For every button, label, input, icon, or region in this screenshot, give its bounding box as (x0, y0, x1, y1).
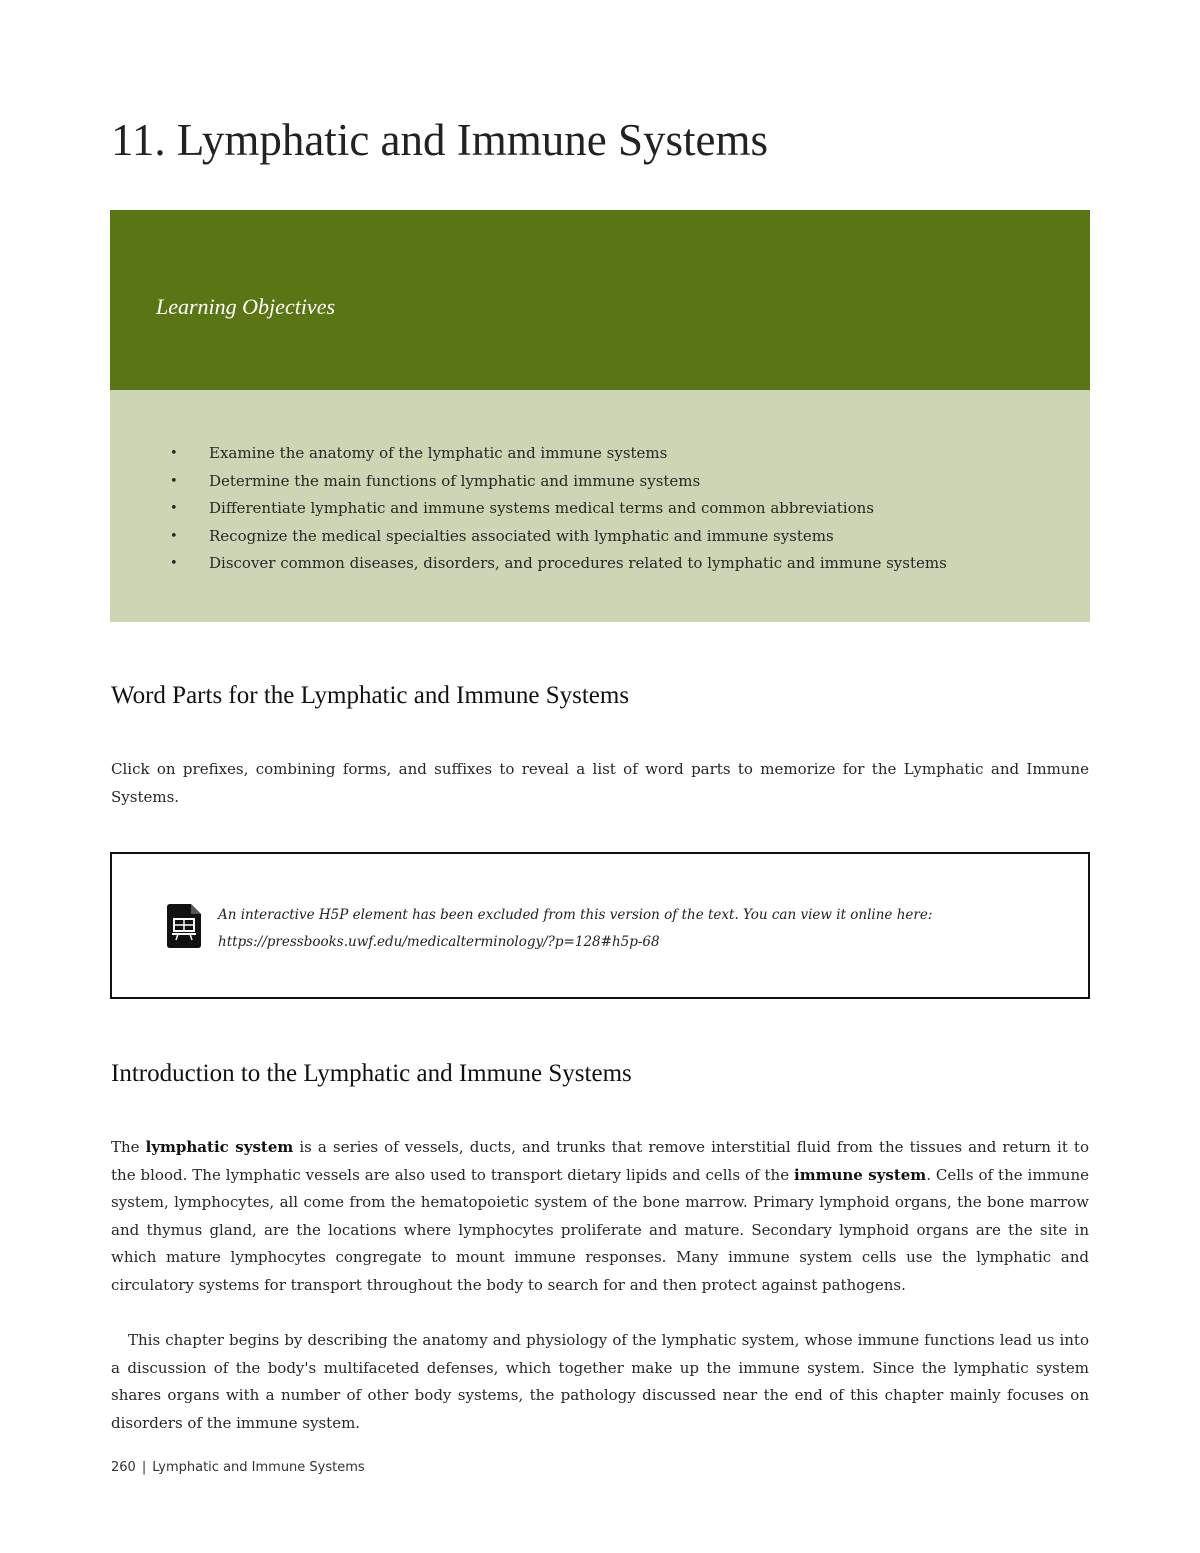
page-footer (111, 1460, 365, 1475)
term-immune-system: immune system (794, 1165, 927, 1184)
objective-item (110, 495, 947, 523)
page-number: 260 (111, 1460, 136, 1475)
h5p-excluded-notice (110, 852, 1090, 999)
learning-objectives-body (110, 390, 1090, 622)
objective-item (110, 550, 947, 578)
objective-text: Determine the main functions of lymphatic and immune systems (209, 471, 701, 490)
objective-text: Discover common diseases, disorders, and procedures related to lymphatic and immune systems (209, 554, 947, 573)
h5p-notice-text (218, 902, 932, 956)
objective-text: Differentiate lymphatic and immune systems medical terms and common abbreviations (209, 499, 874, 518)
bullet: • (170, 446, 178, 461)
objective-item (110, 468, 947, 496)
word-parts-paragraph: Click on prefixes, combining forms, and suffixes to reveal a list of word parts to memorize for the Lymphatic and Immune Systems. (111, 760, 1089, 806)
h5p-notice-line: An interactive H5P element has been excluded from this version of the text. You can view it online here: (218, 907, 933, 923)
h5p-presentation-icon (167, 904, 201, 948)
intro-text: The (111, 1138, 146, 1156)
introduction-paragraph-2: This chapter begins by describing the anatomy and physiology of the lymphatic system, whose immune functions lead us into a discussion of the body's multifaceted defenses, which together make up the immune system. Since the lymphatic system shares organs with a number of other body systems, the pathology discussed near the end of this chapter mainly focuses on disorders of the immune system. (111, 1331, 1089, 1432)
objective-item (110, 440, 947, 468)
objective-item (110, 523, 947, 551)
footer-section-title: Lymphatic and Immune Systems (152, 1460, 365, 1475)
objective-text: Recognize the medical specialties associated with lymphatic and immune systems (209, 526, 834, 545)
word-parts-heading: Word Parts for the Lymphatic and Immune Systems (111, 682, 630, 709)
intro-text: is a series of vessels, ducts, and trunks that remove interstitial fluid from the tissues and return it to the blood. The lymphatic vessels are also used to transport dietary lipids and cells of the (111, 1138, 1089, 1184)
chapter-title: 11. Lymphatic and Immune Systems (111, 115, 769, 165)
term-lymphatic-system: lymphatic system (145, 1138, 294, 1156)
objective-text: Examine the anatomy of the lymphatic and immune systems (209, 444, 668, 462)
footer-separator: | (141, 1460, 147, 1475)
introduction-paragraph-1 (111, 1134, 1089, 1300)
learning-objectives-header (110, 210, 1090, 390)
introduction-heading: Introduction to the Lymphatic and Immune Systems (111, 1060, 632, 1087)
learning-objectives-box (110, 210, 1090, 622)
h5p-link[interactable]: https://pressbooks.uwf.edu/medicalterminology/?p=128#h5p-68 (218, 934, 660, 950)
bullet: • (170, 556, 178, 572)
bullet: • (170, 528, 178, 544)
bullet: • (170, 473, 178, 489)
learning-objectives-heading: Learning Objectives (156, 294, 336, 319)
bullet: • (170, 501, 178, 517)
learning-objectives-list (110, 440, 947, 578)
intro-text: . Cells of the immune system, lymphocytes, all come from the hematopoietic system of the bone marrow. Primary lymphoid organs, the bone marrow and thymus gland, are the locations where lymphocytes proliferate and mature. Secondary lymphoid organs are the site in which mature lymphocytes congregate to mount immune responses. Many immune system cells use the lymphatic and circulatory systems for transport throughout the body to search for and then protect against pathogens. (111, 1165, 1090, 1294)
